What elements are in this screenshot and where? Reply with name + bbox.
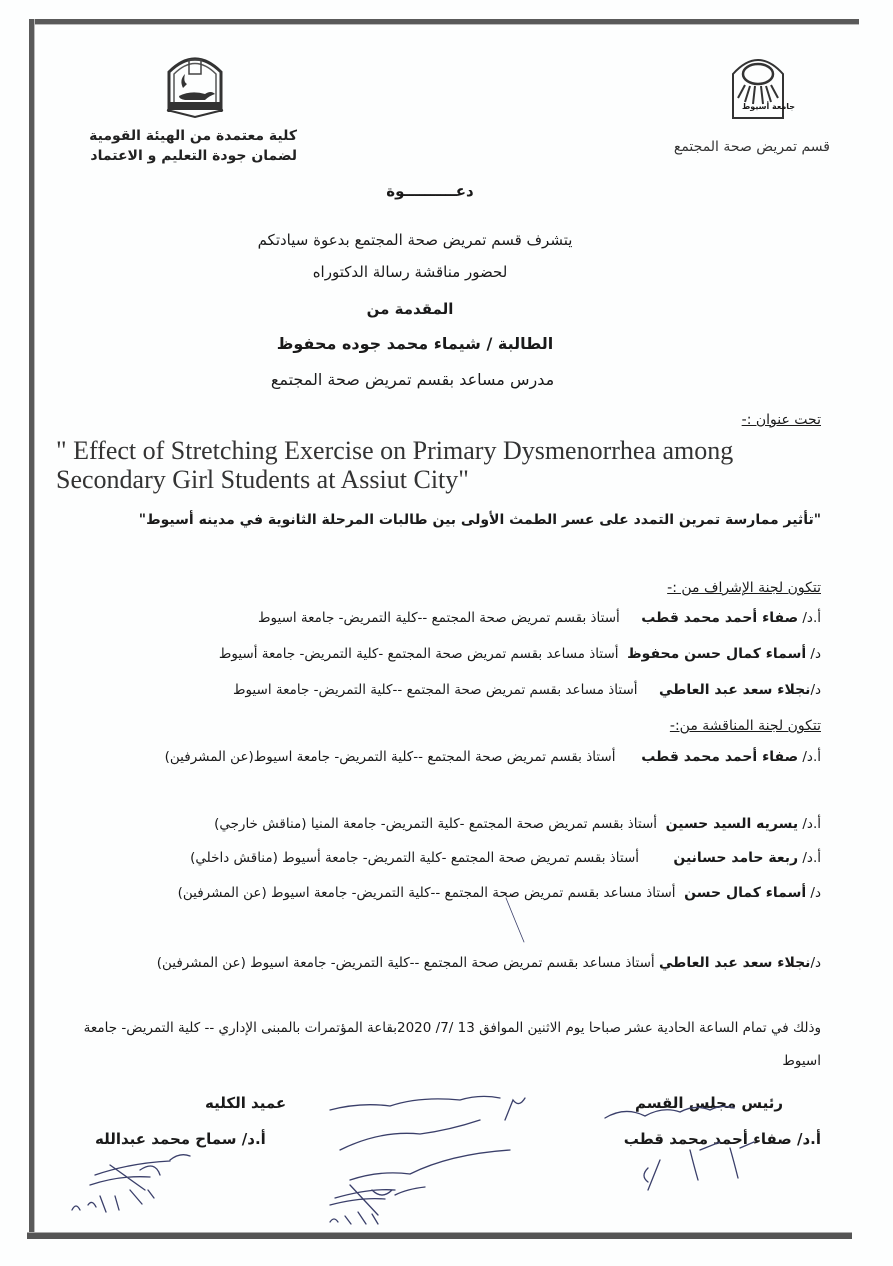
supervisor-row [233,682,821,698]
dept-head-date [644,1142,754,1190]
examiner-prefix: أ.د/ [798,816,821,832]
supervisor-prefix: د/ [806,646,821,662]
thesis-title-english: " Effect of Stretching Exercise on Primary Dysmenorrhea among Secondary Girl Students at Assiut City" [56,436,734,494]
examiner-prefix: د/ [806,885,821,901]
faculty-logo [163,50,227,118]
examiner-role: أستاذ بقسم تمريض صحة المجتمع --كلية التمريض- جامعة اسيوط(عن المشرفين) [164,749,616,765]
thesis-heading: تحت عنوان :- [741,412,821,428]
examiner-name: أسماء كمال حسن [684,885,807,901]
dean-signature-date [72,1190,154,1212]
handwritten-note [340,1120,480,1150]
dean-title: عميد الكليه [205,1094,287,1112]
dept-head-name: أ.د/ صفاء أحمد محمد قطب [623,1130,821,1148]
examiner-name: يسريه السيد حسين [665,816,799,832]
examiner-row [49,742,821,773]
invitation-title: دعــــــــــوة [386,182,474,200]
date-venue-text: وذلك في تمام الساعة الحادية عشر صباحا يوم الاثنين الموافق 13 /7/ 2020بقاعة المؤتمرات بالمبنى الإداري -- كلية التمريض- جامعة اسيوط [83,1020,821,1069]
supervisor-role: أستاذ مساعد بقسم تمريض صحة المجتمع --كلية التمريض- جامعة اسيوط [232,682,638,698]
page-border-bottom [27,1232,852,1239]
page-border-left [29,19,35,1239]
department-caption: قسم تمريض صحة المجتمع [673,139,830,155]
examiner-name: ربعة حامد حسانين [673,850,799,866]
middle-signature [330,1185,425,1215]
supervisor-prefix: أ.د/ [798,610,821,626]
examiner-row [49,948,821,979]
dean-signature [90,1155,190,1190]
accreditation-caption-line2: لضمان جودة التعليم و الاعتماد [90,148,297,164]
examiner-prefix: أ.د/ [798,749,821,765]
supervisor-prefix: د/ [810,682,821,698]
supervisor-name: نجلاء سعد عبد العاطي [658,682,811,698]
student-position: مدرس مساعد بقسم تمريض صحة المجتمع [270,370,555,389]
examiner-row [214,816,821,832]
university-logo [728,52,796,122]
supervisor-role: أستاذ مساعد بقسم تمريض صحة المجتمع -كلية التمريض- جامعة أسيوط [218,646,619,662]
supervisor-row [258,610,821,626]
examination-heading: تتكون لجنة المناقشة من:- [669,718,821,734]
handwritten-note [505,1098,525,1120]
examiner-role: أستاذ بقسم تمريض صحة المجتمع -كلية التمريض- جامعة أسيوط (مناقش داخلي) [190,850,640,866]
examiner-prefix: د/ [810,955,821,971]
invitation-line-3: المقدمة من [366,300,454,318]
examiner-name: نجلاء سعد عبد العاطي [658,955,811,971]
supervisor-row [219,646,821,662]
invitation-line-2: لحضور مناقشة رسالة الدكتوراه [312,263,508,281]
examiner-role: أستاذ بقسم تمريض صحة المجتمع -كلية التمريض- جامعة المنيا (مناقش خارجي) [214,816,658,832]
examiner-row [190,850,821,866]
examiner-row [49,878,821,909]
student-name: الطالبة / شيماء محمد جوده محفوظ [276,334,554,353]
handwritten-note [330,1096,500,1110]
lamp-emblem-icon [163,50,227,118]
examiner-name: صفاء أحمد محمد قطب [641,749,799,765]
examiner-role: أستاذ مساعد بقسم تمريض صحة المجتمع --كلية التمريض- جامعة اسيوط (عن المشرفين) [156,955,655,971]
middle-signature-date [330,1212,378,1224]
examiner-prefix: أ.د/ [798,850,821,866]
supervisor-name: صفاء أحمد محمد قطب [641,610,799,626]
supervisor-role: أستاذ بقسم تمريض صحة المجتمع --كلية التمريض- جامعة اسيوط [258,610,620,626]
sun-rays-emblem-icon [728,52,788,122]
examiner-role: أستاذ مساعد بقسم تمريض صحة المجتمع --كلية التمريض- جامعة اسيوط (عن المشرفين) [177,885,676,901]
supervisor-name: أسماء كمال حسن محفوظ [627,646,807,662]
page-border-top [29,19,859,25]
dept-head-title: رئيس مجلس القسم [634,1094,783,1112]
accreditation-caption-line1: كلية معتمدة من الهيئة القومية [89,128,297,144]
invitation-line-1: يتشرف قسم تمريض صحة المجتمع بدعوة سيادتكم [257,231,573,249]
supervision-heading: تتكون لجنة الإشراف من :- [667,580,821,596]
thesis-title-arabic: "تأثير ممارسة تمرين التمدد على عسر الطمث الأولى بين طالبات المرحلة الثانوية في مدينه أسيوط" [138,512,821,528]
university-logo-text: جامعة أسيوط [742,102,796,111]
dean-name: أ.د/ سماح محمد عبدالله [95,1130,266,1148]
handwritten-note [350,1150,510,1180]
